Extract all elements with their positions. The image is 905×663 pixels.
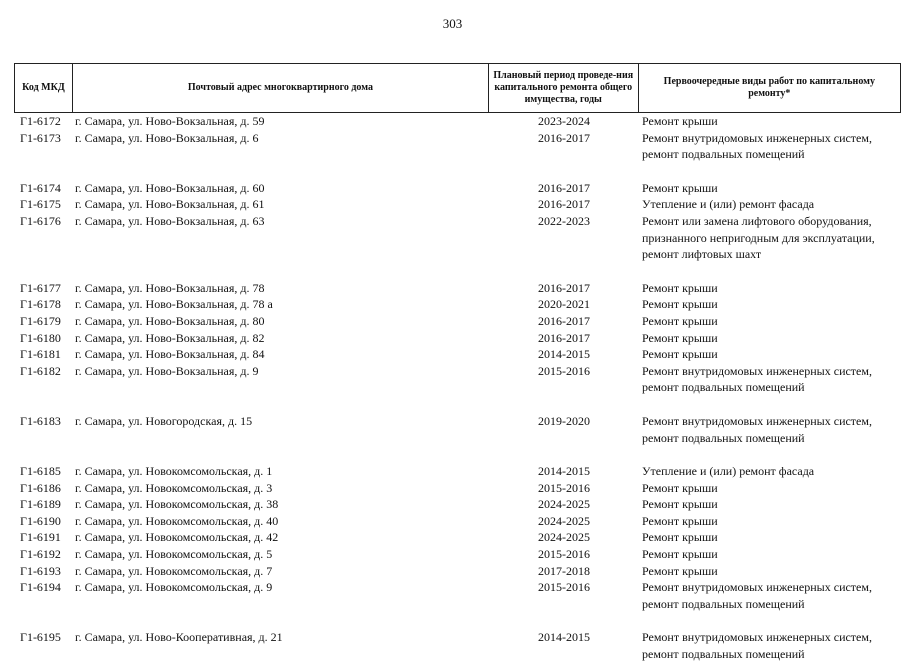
- cell-period: 2014-2015: [538, 630, 590, 645]
- cell-period: 2022-2023: [538, 213, 590, 228]
- cell-code: Г1-6192: [20, 547, 61, 562]
- table-row: [14, 196, 901, 213]
- table-row: [14, 296, 901, 313]
- cell-address: г. Самара, ул. Ново-Вокзальная, д. 80: [75, 313, 265, 328]
- row-spacer: [14, 263, 901, 280]
- cell-address: г. Самара, ул. Ново-Вокзальная, д. 9: [75, 363, 259, 378]
- works-line: Утепление и (или) ремонт фасада: [642, 197, 815, 212]
- cell-address: г. Самара, ул. Ново-Вокзальная, д. 78 а: [75, 297, 273, 312]
- table-row: [14, 313, 901, 330]
- cell-period: 2024-2025: [538, 530, 590, 545]
- cell-works: [639, 496, 901, 513]
- table-row: [14, 496, 901, 513]
- cell-period: 2020-2021: [538, 297, 590, 312]
- cell-works: [639, 413, 901, 446]
- cell-code: Г1-6179: [20, 313, 61, 328]
- cell-address: г. Самара, ул. Ново-Кооперативная, д. 21: [75, 630, 283, 645]
- cell-address: г. Самара, ул. Ново-Вокзальная, д. 84: [75, 347, 265, 362]
- cell-period: 2016-2017: [538, 330, 590, 345]
- cell-works: [639, 363, 901, 396]
- works-line: Ремонт внутридомовых инженерных систем,: [642, 363, 872, 378]
- cell-code: Г1-6182: [20, 363, 61, 378]
- cell-works: [639, 513, 901, 530]
- cell-period: 2023-2024: [538, 114, 590, 128]
- cell-works: [639, 213, 901, 263]
- cell-period: 2014-2015: [538, 347, 590, 362]
- header-code: Код МКД: [15, 64, 73, 112]
- cell-period: 2017-2018: [538, 563, 590, 578]
- cell-works: [639, 563, 901, 580]
- cell-code: Г1-6177: [20, 280, 61, 295]
- works-line: ремонт подвальных помещений: [642, 380, 805, 395]
- table-row: [14, 330, 901, 347]
- cell-code: Г1-6189: [20, 497, 61, 512]
- cell-period: 2016-2017: [538, 180, 590, 195]
- row-spacer: [14, 163, 901, 180]
- table-row: [14, 513, 901, 530]
- works-line: признанного непригодным для эксплуатации,: [642, 230, 875, 245]
- cell-address: г. Самара, ул. Новокомсомольская, д. 7: [75, 563, 273, 578]
- cell-works: [639, 346, 901, 363]
- cell-period: 2014-2015: [538, 464, 590, 479]
- cell-code: Г1-6176: [20, 213, 61, 228]
- cell-period: 2015-2016: [538, 580, 590, 595]
- cell-code: Г1-6175: [20, 197, 61, 212]
- cell-code: Г1-6190: [20, 513, 61, 528]
- table-row: [14, 480, 901, 497]
- cell-works: [639, 313, 901, 330]
- cell-address: г. Самара, ул. Новокомсомольская, д. 3: [75, 480, 273, 495]
- cell-period: 2015-2016: [538, 363, 590, 378]
- works-line: Ремонт внутридомовых инженерных систем,: [642, 630, 872, 645]
- works-line: Ремонт крыши: [642, 480, 718, 495]
- cell-works: [639, 180, 901, 197]
- table-row: [14, 180, 901, 197]
- cell-period: 2016-2017: [538, 280, 590, 295]
- cell-address: г. Самара, ул. Ново-Вокзальная, д. 78: [75, 280, 265, 295]
- table-row: [14, 529, 901, 546]
- works-line: Ремонт внутридомовых инженерных систем,: [642, 130, 872, 145]
- cell-address: г. Самара, ул. Ново-Вокзальная, д. 63: [75, 213, 265, 228]
- cell-code: Г1-6183: [20, 413, 61, 428]
- cell-address: г. Самара, ул. Ново-Вокзальная, д. 61: [75, 197, 265, 212]
- works-line: Ремонт крыши: [642, 313, 718, 328]
- cell-code: Г1-6178: [20, 297, 61, 312]
- works-line: ремонт подвальных помещений: [642, 647, 805, 662]
- works-line: ремонт подвальных помещений: [642, 596, 805, 611]
- cell-address: г. Самара, ул. Ново-Вокзальная, д. 59: [75, 114, 265, 128]
- works-line: Ремонт крыши: [642, 330, 718, 345]
- cell-code: Г1-6181: [20, 347, 61, 362]
- works-line: Ремонт крыши: [642, 297, 718, 312]
- table-row: [14, 113, 901, 130]
- works-line: Ремонт внутридомовых инженерных систем,: [642, 413, 872, 428]
- cell-address: г. Самара, ул. Ново-Вокзальная, д. 60: [75, 180, 265, 195]
- cell-period: 2024-2025: [538, 513, 590, 528]
- table-row: [14, 213, 901, 263]
- cell-works: [639, 330, 901, 347]
- cell-works: [639, 196, 901, 213]
- cell-works: [639, 579, 901, 612]
- table-header: [14, 63, 901, 113]
- works-line: ремонт лифтовых шахт: [642, 247, 762, 262]
- cell-period: 2016-2017: [538, 130, 590, 145]
- cell-code: Г1-6185: [20, 464, 61, 479]
- works-line: Ремонт крыши: [642, 497, 718, 512]
- table-row: [14, 130, 901, 163]
- works-line: Ремонт крыши: [642, 114, 718, 128]
- works-line: Ремонт крыши: [642, 547, 718, 562]
- cell-address: г. Самара, ул. Ново-Вокзальная, д. 6: [75, 130, 259, 145]
- cell-works: [639, 463, 901, 480]
- table-row: [14, 546, 901, 563]
- cell-period: 2016-2017: [538, 197, 590, 212]
- cell-address: г. Самара, ул. Новокомсомольская, д. 5: [75, 547, 273, 562]
- cell-works: [639, 629, 901, 662]
- works-line: Утепление и (или) ремонт фасада: [642, 464, 815, 479]
- works-line: Ремонт крыши: [642, 180, 718, 195]
- works-line: Ремонт или замена лифтового оборудования,: [642, 213, 872, 228]
- cell-code: Г1-6173: [20, 130, 61, 145]
- cell-works: [639, 546, 901, 563]
- cell-works: [639, 130, 901, 163]
- cell-period: 2015-2016: [538, 547, 590, 562]
- cell-code: Г1-6172: [20, 114, 61, 128]
- row-spacer: [14, 396, 901, 413]
- cell-works: [639, 113, 901, 130]
- cell-address: г. Самара, ул. Новокомсомольская, д. 1: [75, 464, 273, 479]
- cell-address: г. Самара, ул. Новокомсомольская, д. 9: [75, 580, 273, 595]
- table-row: [14, 280, 901, 297]
- cell-code: Г1-6186: [20, 480, 61, 495]
- cell-address: г. Самара, ул. Новокомсомольская, д. 40: [75, 513, 279, 528]
- works-line: Ремонт внутридомовых инженерных систем,: [642, 580, 872, 595]
- cell-works: [639, 480, 901, 497]
- works-line: Ремонт крыши: [642, 513, 718, 528]
- row-spacer: [14, 612, 901, 629]
- header-address: Почтовый адрес многоквартирного дома: [73, 64, 489, 112]
- cell-address: г. Самара, ул. Новогородская, д. 15: [75, 413, 253, 428]
- works-line: Ремонт крыши: [642, 347, 718, 362]
- cell-period: 2016-2017: [538, 313, 590, 328]
- cell-period: 2015-2016: [538, 480, 590, 495]
- cell-code: Г1-6180: [20, 330, 61, 345]
- table-row: [14, 463, 901, 480]
- cell-period: 2024-2025: [538, 497, 590, 512]
- works-line: ремонт подвальных помещений: [642, 147, 805, 162]
- works-line: Ремонт крыши: [642, 280, 718, 295]
- header-period: Плановый период проведе-ния капитального ремонта общего имущества, годы: [489, 64, 639, 112]
- cell-address: г. Самара, ул. Ново-Вокзальная, д. 82: [75, 330, 265, 345]
- table-body: [14, 113, 901, 663]
- cell-code: Г1-6191: [20, 530, 61, 545]
- cell-address: г. Самара, ул. Новокомсомольская, д. 42: [75, 530, 279, 545]
- header-works: Первоочередные виды работ по капитальному ремонту*: [663, 76, 875, 99]
- works-line: Ремонт крыши: [642, 563, 718, 578]
- cell-code: Г1-6193: [20, 563, 61, 578]
- cell-address: г. Самара, ул. Новокомсомольская, д. 38: [75, 497, 279, 512]
- cell-works: [639, 280, 901, 297]
- cell-works: [639, 296, 901, 313]
- table-row: [14, 579, 901, 612]
- table-row: [14, 629, 901, 662]
- page-number: 303: [442, 16, 463, 31]
- cell-period: 2019-2020: [538, 413, 590, 428]
- works-line: Ремонт крыши: [642, 530, 718, 545]
- table-row: [14, 563, 901, 580]
- row-spacer: [14, 446, 901, 463]
- table-row: [14, 413, 901, 446]
- cell-code: Г1-6195: [20, 630, 61, 645]
- table-row: [14, 346, 901, 363]
- works-line: ремонт подвальных помещений: [642, 430, 805, 445]
- cell-code: Г1-6174: [20, 180, 61, 195]
- table-row: [14, 363, 901, 396]
- cell-works: [639, 529, 901, 546]
- cell-code: Г1-6194: [20, 580, 61, 595]
